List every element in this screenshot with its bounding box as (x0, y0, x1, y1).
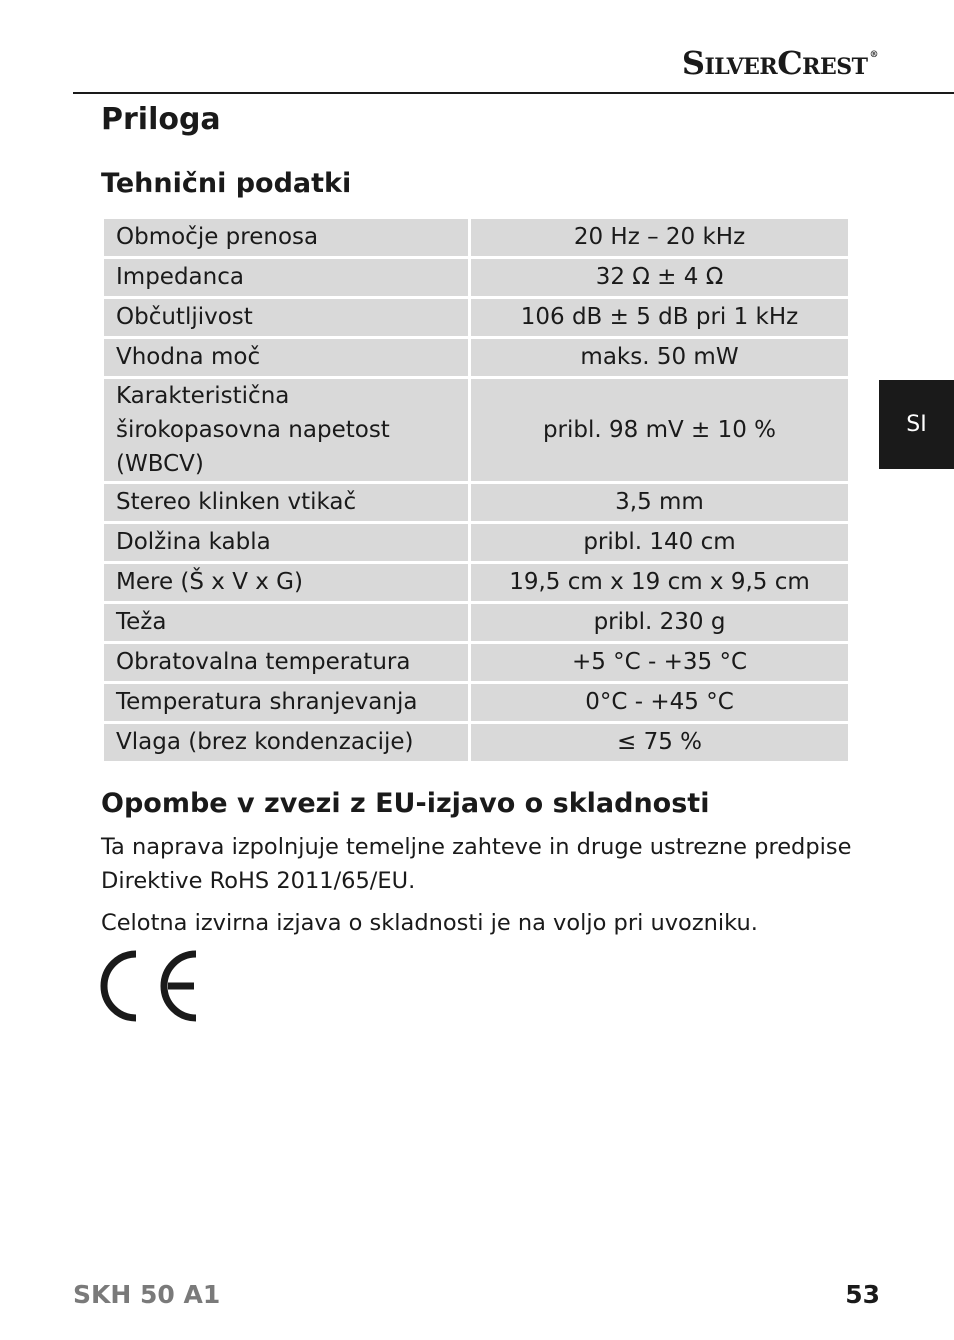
table-row (103, 483, 850, 523)
brand-logo (682, 44, 878, 82)
spec-value: pribl. 230 g (470, 603, 850, 643)
technical-data-heading: Tehnični podatki (101, 168, 352, 199)
table-row (103, 603, 850, 643)
spec-label: Občutljivost (103, 298, 470, 338)
language-tab: SI (879, 380, 954, 469)
spec-value: 32 Ω ± 4 Ω (470, 258, 850, 298)
spec-value: +5 °C - +35 °C (470, 643, 850, 683)
spec-label: Mere (Š x V x G) (103, 563, 470, 603)
spec-value: 20 Hz – 20 kHz (470, 218, 850, 258)
spec-label: Karakteristična širokopasovna napetost (WBCV) (103, 378, 470, 483)
ce-mark-icon (100, 950, 204, 1022)
header-rule (73, 92, 954, 94)
spec-value: ≤ 75 % (470, 723, 850, 763)
registered-mark: ® (869, 50, 878, 60)
spec-label: Stereo klinken vtikač (103, 483, 470, 523)
spec-value: pribl. 98 mV ± 10 % (470, 378, 850, 483)
spec-value: 19,5 cm x 19 cm x 9,5 cm (470, 563, 850, 603)
spec-value: 3,5 mm (470, 483, 850, 523)
table-row (103, 523, 850, 563)
table-row (103, 338, 850, 378)
table-row (103, 218, 850, 258)
spec-label: Območje prenosa (103, 218, 470, 258)
page-title: Priloga (101, 102, 221, 137)
spec-value: 0°C - +45 °C (470, 683, 850, 723)
spec-label: Vlaga (brez kondenzacije) (103, 723, 470, 763)
footer-model: SKH 50 A1 (73, 1280, 221, 1309)
spec-value: 106 dB ± 5 dB pri 1 kHz (470, 298, 850, 338)
spec-value: pribl. 140 cm (470, 523, 850, 563)
spec-label: Vhodna moč (103, 338, 470, 378)
brand-name: SilverCrest (681, 44, 868, 82)
eu-declaration-paragraph: Celotna izvirna izjava o skladnosti je na voljo pri uvozniku. (101, 910, 758, 936)
table-row (103, 683, 850, 723)
spec-value: maks. 50 mW (470, 338, 850, 378)
eu-conformity-paragraph: Ta naprava izpolnjuje temeljne zahteve in druge ustrezne predpise Direktive RoHS 2011/65/EU. (101, 834, 852, 894)
spec-label: Impedanca (103, 258, 470, 298)
table-row (103, 298, 850, 338)
table-row (103, 378, 850, 483)
table-row (103, 563, 850, 603)
table-row (103, 723, 850, 763)
technical-data-table (101, 216, 851, 764)
eu-conformity-heading: Opombe v zvezi z EU-izjavo o skladnosti (101, 788, 710, 819)
spec-label: Dolžina kabla (103, 523, 470, 563)
page-number: 53 (845, 1280, 880, 1309)
spec-label: Temperatura shranjevanja (103, 683, 470, 723)
spec-label: Teža (103, 603, 470, 643)
spec-label: Obratovalna temperatura (103, 643, 470, 683)
table-row (103, 643, 850, 683)
table-row (103, 258, 850, 298)
